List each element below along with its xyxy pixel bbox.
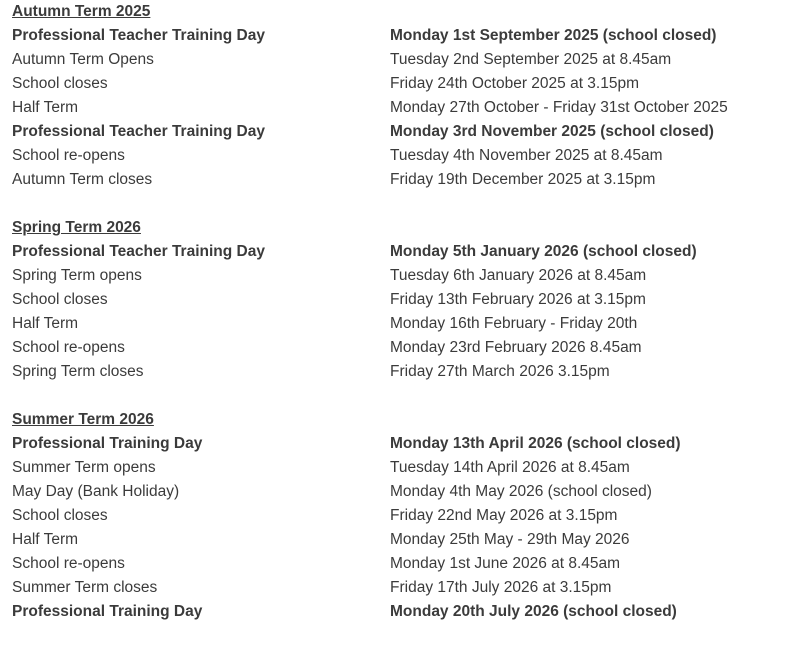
- event-date: Monday 25th May - 29th May 2026: [390, 531, 630, 548]
- event-label: Half Term: [12, 99, 79, 116]
- event-date: Tuesday 14th April 2026 at 8.45am: [390, 459, 630, 476]
- event-label: Professional Teacher Training Day: [12, 27, 265, 44]
- event-date: Friday 19th December 2025 at 3.15pm: [390, 171, 656, 188]
- event-label: Half Term: [12, 315, 79, 332]
- event-date: Friday 13th February 2026 at 3.15pm: [390, 291, 646, 308]
- event-date: Monday 20th July 2026 (school closed): [390, 603, 677, 620]
- event-date: Monday 5th January 2026 (school closed): [390, 243, 697, 260]
- term-row: [12, 96, 789, 120]
- term-row: [12, 504, 789, 528]
- term-row: [12, 24, 789, 48]
- event-label: Autumn Term closes: [12, 171, 153, 188]
- event-label: Autumn Term Opens: [12, 51, 154, 68]
- term-row: [12, 360, 789, 384]
- term-row: [12, 456, 789, 480]
- term-row: [12, 312, 789, 336]
- term-section-summer-2026: [12, 408, 789, 624]
- term-row: [12, 144, 789, 168]
- event-date: Tuesday 2nd September 2025 at 8.45am: [390, 51, 672, 68]
- event-date: Tuesday 6th January 2026 at 8.45am: [390, 267, 647, 284]
- event-date: Monday 13th April 2026 (school closed): [390, 435, 681, 452]
- event-label: School closes: [12, 507, 108, 524]
- event-label: School closes: [12, 75, 108, 92]
- term-row: [12, 264, 789, 288]
- event-date: Friday 24th October 2025 at 3.15pm: [390, 75, 640, 92]
- event-date: Monday 16th February - Friday 20th: [390, 315, 638, 332]
- event-label: Professional Teacher Training Day: [12, 243, 265, 260]
- event-label: School closes: [12, 291, 108, 308]
- event-label: Summer Term closes: [12, 579, 158, 596]
- event-date: Tuesday 4th November 2025 at 8.45am: [390, 147, 663, 164]
- term-row: [12, 48, 789, 72]
- event-date: Monday 3rd November 2025 (school closed): [390, 123, 714, 140]
- term-row: [12, 576, 789, 600]
- event-label: Professional Training Day: [12, 603, 203, 620]
- term-row: [12, 432, 789, 456]
- event-label: Summer Term opens: [12, 459, 156, 476]
- term-row: [12, 168, 789, 192]
- term-section-autumn-2025: [12, 0, 789, 192]
- term-row: [12, 336, 789, 360]
- event-date: Friday 17th July 2026 at 3.15pm: [390, 579, 612, 596]
- term-row: [12, 552, 789, 576]
- event-label: Spring Term closes: [12, 363, 144, 380]
- term-row: [12, 480, 789, 504]
- event-date: Monday 23rd February 2026 8.45am: [390, 339, 642, 356]
- term-row: [12, 528, 789, 552]
- event-date: Monday 1st September 2025 (school closed): [390, 27, 717, 44]
- term-row: [12, 240, 789, 264]
- event-date: Monday 27th October - Friday 31st October 2025: [390, 99, 728, 116]
- event-label: Half Term: [12, 531, 79, 548]
- event-label: May Day (Bank Holiday): [12, 483, 180, 500]
- event-label: Professional Teacher Training Day: [12, 123, 265, 140]
- term-row: [12, 600, 789, 624]
- event-label: Spring Term opens: [12, 267, 142, 284]
- section-heading: Autumn Term 2025: [12, 3, 151, 20]
- event-label: School re-opens: [12, 555, 125, 572]
- term-row: [12, 120, 789, 144]
- event-date: Friday 27th March 2026 3.15pm: [390, 363, 610, 380]
- term-section-spring-2026: [12, 216, 789, 384]
- event-label: School re-opens: [12, 147, 125, 164]
- event-label: School re-opens: [12, 339, 125, 356]
- event-date: Monday 1st June 2026 at 8.45am: [390, 555, 621, 572]
- event-date: Monday 4th May 2026 (school closed): [390, 483, 652, 500]
- term-row: [12, 72, 789, 96]
- section-heading: Spring Term 2026: [12, 219, 141, 236]
- event-date: Friday 22nd May 2026 at 3.15pm: [390, 507, 618, 524]
- event-label: Professional Training Day: [12, 435, 203, 452]
- section-heading: Summer Term 2026: [12, 411, 154, 428]
- term-row: [12, 288, 789, 312]
